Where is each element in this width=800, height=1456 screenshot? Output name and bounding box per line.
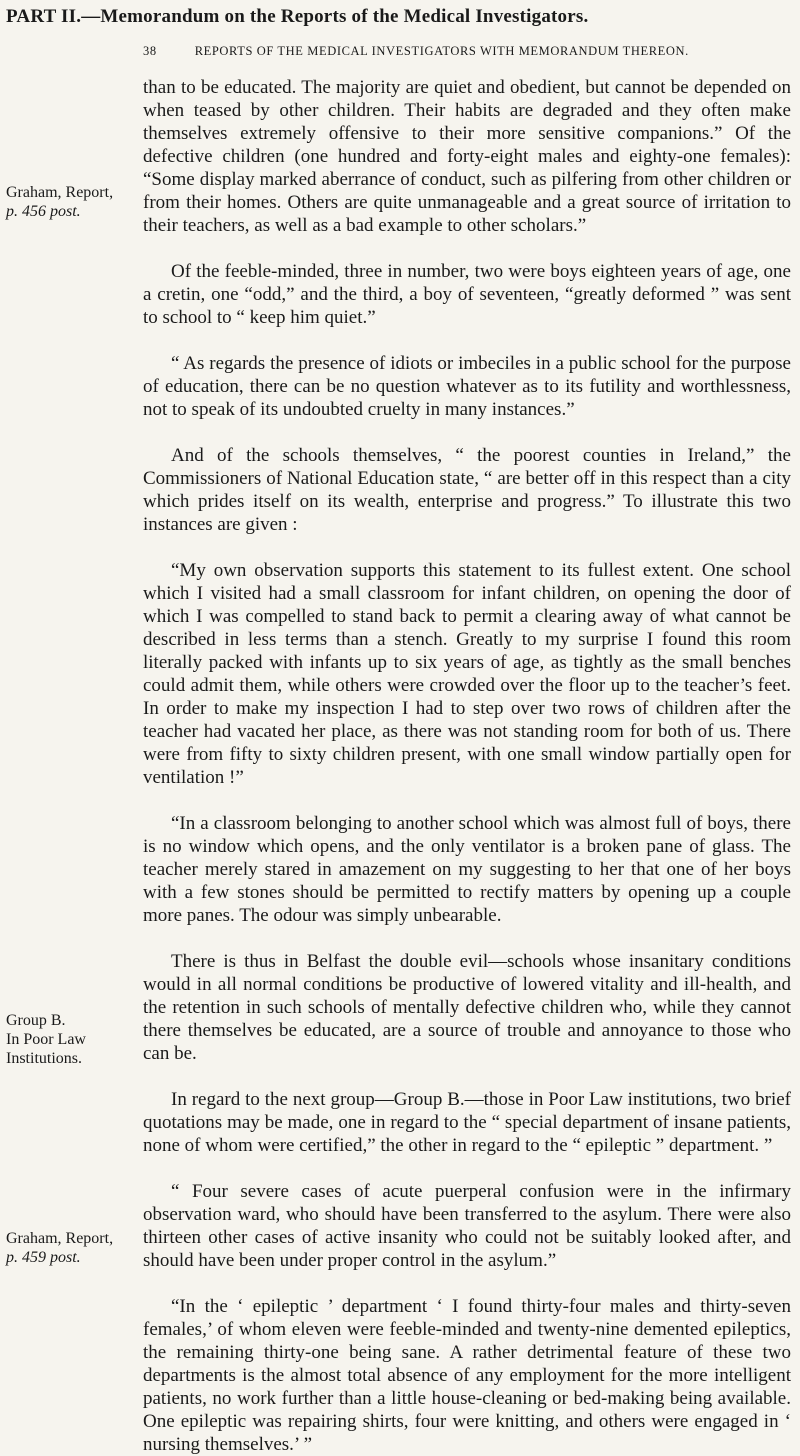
page-number: 38 <box>143 44 157 58</box>
margin-note-line: Graham, Report, <box>6 184 114 201</box>
paragraph: In regard to the next group—Group B.—those in Poor Law institutions, two brief quotations may be made, one in regard to the “ special department of insane patients, none of whom were certified,” the other in regard to the “ epileptic ” department. ” <box>143 1089 791 1156</box>
margin-note-page-ref: p. 456 post. <box>6 203 81 220</box>
paragraph: “My own observation supports this statement to its fullest extent. One school which I visited had a small classroom for infant children, on opening the door of which I was compelled to stand back to permit a clearing away of what cannot be described in less terms than a stench. Greatly to my surprise I found this room literally packed with infants up to six years of age, as tightly as the small benches could admit them, while others were crowded over the floor up to the teacher’s feet. In order to make my inspection I had to step over two rows of children after the teacher had vacated her place, as there was not standing room for both of us. There were from fifty to sixty children present, with one small window partially open for ventilation !” <box>143 560 791 788</box>
margin-note-page-ref: p. 459 post. <box>6 1249 81 1266</box>
margin-note-line: Institutions. <box>6 1050 83 1067</box>
margin-note-line: Graham, Report, <box>6 1230 114 1247</box>
margin-note-line: In Poor Law <box>6 1031 86 1048</box>
paragraph: There is thus in Belfast the double evil—schools whose insanitary conditions would in all normal conditions be productive of lowered vitality and ill-health, and the retention in such schools of mentally defective children who, while they cannot there themselves be educated, are a source of trouble and annoyance to those who can be. <box>143 951 791 1064</box>
body-text <box>143 76 791 1456</box>
paragraph: And of the schools themselves, “ the poorest counties in Ireland,” the Commissioners of National Education state, “ are better off in this respect than a city which prides itself on its wealth, enterprise and progress.” To illustrate this two instances are given : <box>143 445 791 535</box>
running-head: PART II.—Memorandum on the Reports of the Medical Investigators. <box>6 6 589 27</box>
margin-note-line: Group B. <box>6 1012 66 1029</box>
margin-note-graham-report-459 <box>6 1229 136 1267</box>
page-header-title: REPORTS OF THE MEDICAL INVESTIGATORS WITH MEMORANDUM THEREON. <box>194 44 689 58</box>
paragraph: “In the ‘ epileptic ’ department ‘ I found thirty-four males and thirty-seven females,’ of whom eleven were feeble-minded and twenty-nine demented epileptics, the remaining thirty-one being sane. A rather detrimental feature of these two departments is the almost total absence of any employment for the more intelligent patients, no work further than a little house-cleaning or bed-making being available. One epileptic was repairing shirts, four were knitting, and others were engaged in ‘ nursing themselves.’ ” <box>143 1296 791 1455</box>
paragraph: “In a classroom belonging to another school which was almost full of boys, there is no window which opens, and the only ventilator is a broken pane of glass. The teacher merely stared in amazement on my suggesting to her that one of her boys with a few stones should be permitted to rectify matters by opening up a couple more panes. The odour was simply unbearable. <box>143 813 791 926</box>
paragraph: Of the feeble-minded, three in number, two were boys eighteen years of age, one a cretin, one “odd,” and the third, a boy of seventeen, “greatly deformed ” was sent to school to “ keep him quiet.” <box>143 261 791 328</box>
paragraph: “ Four severe cases of acute puerperal confusion were in the infirmary observation ward, who should have been transferred to the asylum. There were also thirteen other cases of active insanity who could not be suitably looked after, and should have been under proper control in the asylum.” <box>143 1181 791 1271</box>
page-header <box>143 44 793 59</box>
margin-note-group-b <box>6 1011 136 1068</box>
paragraph: than to be educated. The majority are quiet and obedient, but cannot be depended on when teased by other children. Their habits are degraded and they often make themselves extremely offensive to their more sensitive companions.” Of the defective children (one hundred and forty-eight males and eighty-one females): “Some display marked aberrance of conduct, such as pilfering from other children or from their homes. Others are quite unmanageable and a great source of irritation to their teachers, as well as a bad example to other scholars.” <box>143 77 791 236</box>
margin-note-graham-report-456 <box>6 183 136 221</box>
paragraph: “ As regards the presence of idiots or imbeciles in a public school for the purpose of education, there can be no question whatever as to its futility and worthlessness, not to speak of its undoubted cruelty in many instances.” <box>143 353 791 420</box>
